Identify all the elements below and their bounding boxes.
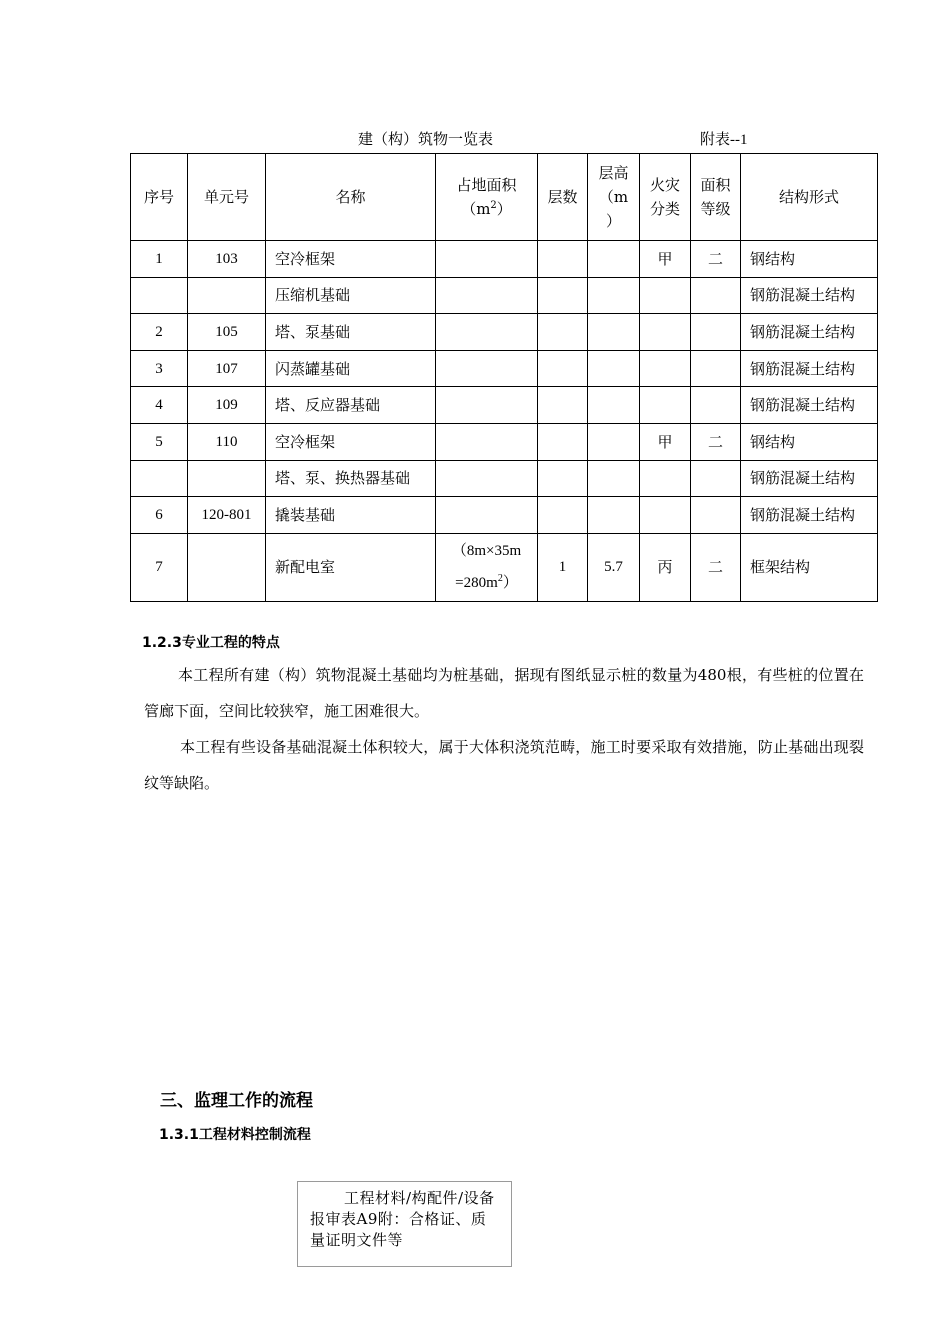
cell-floors bbox=[538, 314, 588, 351]
cell-height bbox=[588, 277, 640, 314]
cell-floors: 1 bbox=[538, 533, 588, 601]
section-heading-1-2-3: 1.2.3专业工程的特点 bbox=[142, 635, 280, 651]
cell-fire: 甲 bbox=[640, 241, 691, 278]
cell-level: 二 bbox=[691, 423, 741, 460]
table-row bbox=[131, 533, 878, 601]
cell-structure: 钢筋混凝土结构 bbox=[741, 350, 878, 387]
header-name: 名称 bbox=[266, 154, 436, 241]
cell-level: 二 bbox=[691, 533, 741, 601]
cell-height bbox=[588, 497, 640, 534]
cell-unit bbox=[188, 277, 266, 314]
cell-name: 新配电室 bbox=[266, 533, 436, 601]
cell-seq: 6 bbox=[131, 497, 188, 534]
header-area bbox=[436, 154, 538, 241]
cell-seq bbox=[131, 277, 188, 314]
cell-structure: 钢筋混凝土结构 bbox=[741, 314, 878, 351]
table-row bbox=[131, 350, 878, 387]
cell-structure: 钢筋混凝土结构 bbox=[741, 497, 878, 534]
cell-height bbox=[588, 350, 640, 387]
cell-name: 撬装基础 bbox=[266, 497, 436, 534]
cell-level: 二 bbox=[691, 241, 741, 278]
cell-fire bbox=[640, 277, 691, 314]
cell-seq: 2 bbox=[131, 314, 188, 351]
cell-fire bbox=[640, 314, 691, 351]
section-heading-1-3-1: 1.3.1工程材料控制流程 bbox=[159, 1127, 311, 1143]
cell-seq: 4 bbox=[131, 387, 188, 424]
header-area-label: 占地面积 bbox=[456, 176, 517, 194]
cell-unit: 103 bbox=[188, 241, 266, 278]
cell-fire bbox=[640, 387, 691, 424]
cell-structure: 钢结构 bbox=[741, 241, 878, 278]
cell-level bbox=[691, 350, 741, 387]
chapter-heading-workflow: 三、监理工作的流程 bbox=[160, 1091, 313, 1111]
cell-unit: 105 bbox=[188, 314, 266, 351]
cell-unit bbox=[188, 460, 266, 497]
cell-name: 塔、反应器基础 bbox=[266, 387, 436, 424]
cell-level bbox=[691, 314, 741, 351]
cell-area bbox=[436, 241, 538, 278]
table-row bbox=[131, 277, 878, 314]
cell-floors bbox=[538, 460, 588, 497]
table-row bbox=[131, 314, 878, 351]
header-floors: 层数 bbox=[538, 154, 588, 241]
table-row bbox=[131, 497, 878, 534]
cell-name: 空冷框架 bbox=[266, 423, 436, 460]
cell-height bbox=[588, 314, 640, 351]
cell-floors bbox=[538, 241, 588, 278]
header-fire-class: 火灾 分类 bbox=[640, 154, 691, 241]
header-area-level: 面积 等级 bbox=[691, 154, 741, 241]
cell-name: 压缩机基础 bbox=[266, 277, 436, 314]
cell-area bbox=[436, 497, 538, 534]
cell-name: 空冷框架 bbox=[266, 241, 436, 278]
header-unit: 单元号 bbox=[188, 154, 266, 241]
cell-seq: 3 bbox=[131, 350, 188, 387]
cell-area-line2: $=280m^2$） bbox=[455, 573, 518, 592]
cell-unit: 110 bbox=[188, 423, 266, 460]
cell-height bbox=[588, 423, 640, 460]
header-structure: 结构形式 bbox=[741, 154, 878, 241]
table-row bbox=[131, 423, 878, 460]
flowchart-box-material-report: 工程材料/构配件/设备报审表A9附：合格证、质量证明文件等 bbox=[297, 1181, 512, 1267]
table-title: 建（构）筑物一览表 bbox=[358, 130, 494, 148]
table-reference: 附表--1 bbox=[700, 132, 748, 148]
cell-level bbox=[691, 387, 741, 424]
cell-seq: 1 bbox=[131, 241, 188, 278]
paragraph-piles: 本工程所有建（构）筑物混凝土基础均为桩基础，据现有图纸显示桩的数量为480根，有些桩的位置在管廊下面，空间比较狭窄，施工困难很大。 bbox=[144, 666, 864, 720]
cell-area bbox=[436, 314, 538, 351]
cell-seq bbox=[131, 460, 188, 497]
table-row bbox=[131, 241, 878, 278]
cell-height bbox=[588, 460, 640, 497]
cell-name: 闪蒸罐基础 bbox=[266, 350, 436, 387]
cell-structure: 钢筋混凝土结构 bbox=[741, 460, 878, 497]
cell-floors bbox=[538, 387, 588, 424]
cell-unit bbox=[188, 533, 266, 601]
table-row bbox=[131, 387, 878, 424]
cell-height: 5.7 bbox=[588, 533, 640, 601]
cell-structure: 钢结构 bbox=[741, 423, 878, 460]
cell-area-line1: （8m×35m bbox=[451, 543, 522, 560]
table-header-row bbox=[131, 154, 878, 241]
cell-structure: 框架结构 bbox=[741, 533, 878, 601]
table-row bbox=[131, 460, 878, 497]
cell-level bbox=[691, 460, 741, 497]
header-area-unit: $(m^2)$ bbox=[461, 200, 512, 218]
cell-level bbox=[691, 497, 741, 534]
cell-height bbox=[588, 387, 640, 424]
cell-floors bbox=[538, 350, 588, 387]
cell-fire: 丙 bbox=[640, 533, 691, 601]
header-seq: 序号 bbox=[131, 154, 188, 241]
cell-seq: 7 bbox=[131, 533, 188, 601]
cell-height bbox=[588, 241, 640, 278]
building-list-table bbox=[130, 153, 878, 602]
cell-fire bbox=[640, 460, 691, 497]
cell-area bbox=[436, 423, 538, 460]
paragraph-mass-concrete: 本工程有些设备基础混凝土体积较大，属于大体积浇筑范畴，施工时要采取有效措施，防止基础出现裂纹等缺陷。 bbox=[144, 738, 864, 792]
cell-name: 塔、泵、换热器基础 bbox=[266, 460, 436, 497]
cell-unit: 107 bbox=[188, 350, 266, 387]
cell-unit: 109 bbox=[188, 387, 266, 424]
cell-structure: 钢筋混凝土结构 bbox=[741, 277, 878, 314]
cell-area bbox=[436, 350, 538, 387]
cell-unit: 120-801 bbox=[188, 497, 266, 534]
header-height: 层高 （m ） bbox=[588, 154, 640, 241]
cell-floors bbox=[538, 423, 588, 460]
cell-fire bbox=[640, 350, 691, 387]
cell-area bbox=[436, 277, 538, 314]
cell-area bbox=[436, 533, 538, 601]
cell-floors bbox=[538, 277, 588, 314]
cell-name: 塔、泵基础 bbox=[266, 314, 436, 351]
cell-area bbox=[436, 387, 538, 424]
cell-structure: 钢筋混凝土结构 bbox=[741, 387, 878, 424]
cell-floors bbox=[538, 497, 588, 534]
cell-area bbox=[436, 460, 538, 497]
cell-seq: 5 bbox=[131, 423, 188, 460]
cell-fire: 甲 bbox=[640, 423, 691, 460]
cell-fire bbox=[640, 497, 691, 534]
cell-level bbox=[691, 277, 741, 314]
